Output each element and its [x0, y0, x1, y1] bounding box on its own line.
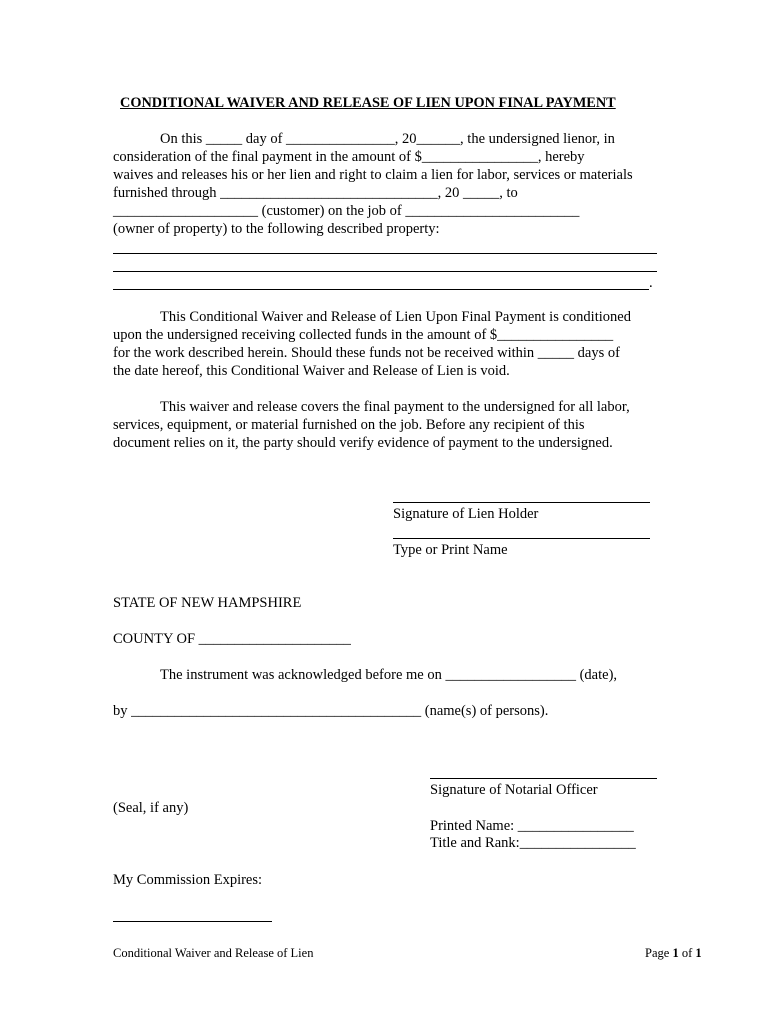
- page-separator: of: [678, 946, 696, 960]
- printed-name-field: Printed Name: ________________: [430, 818, 634, 834]
- paragraph1-line: On this _____ day of _______________, 20______, the undersigned lienor, in: [160, 131, 615, 147]
- document-title: CONDITIONAL WAIVER AND RELEASE OF LIEN UPON FINAL PAYMENT: [120, 95, 616, 111]
- paragraph3-line: document relies on it, the party should verify evidence of payment to the undersigned.: [113, 435, 613, 451]
- county-label: COUNTY OF _____________________: [113, 631, 351, 647]
- paragraph1-line: furnished through ______________________________, 20 _____, to: [113, 185, 518, 201]
- paragraph3-line: This waiver and release covers the final payment to the undersigned for all labor,: [160, 399, 630, 415]
- lien-holder-signature-line[interactable]: [393, 502, 650, 503]
- paragraph2-line: for the work described herein. Should these funds not be received within _____ days of: [113, 345, 620, 361]
- paragraph1-line: (owner of property) to the following described property:: [113, 221, 440, 237]
- property-description-line[interactable]: [113, 271, 657, 272]
- paragraph1-line: ____________________ (customer) on the job of ________________________: [113, 203, 580, 219]
- page-current: 1: [672, 946, 679, 960]
- seal-label: (Seal, if any): [113, 800, 189, 816]
- page-prefix: Page: [645, 946, 673, 960]
- page-total: 1: [695, 946, 702, 960]
- footer-document-name: Conditional Waiver and Release of Lien: [113, 946, 314, 960]
- paragraph2-line: upon the undersigned receiving collected funds in the amount of $________________: [113, 327, 614, 343]
- paragraph2-line: the date hereof, this Conditional Waiver and Release of Lien is void.: [113, 363, 510, 379]
- paragraph1-line: consideration of the final payment in the amount of $________________, hereby: [113, 149, 585, 165]
- notarial-officer-signature-line[interactable]: [430, 778, 657, 779]
- state-label: STATE OF NEW HAMPSHIRE: [113, 595, 302, 611]
- property-description-line[interactable]: [113, 289, 649, 290]
- print-name-line[interactable]: [393, 538, 650, 539]
- notarial-officer-label: Signature of Notarial Officer: [430, 782, 598, 798]
- title-and-rank-field: Title and Rank:________________: [430, 835, 636, 851]
- paragraph1-line: waives and releases his or her lien and right to claim a lien for labor, services or materials: [113, 167, 633, 183]
- commission-expires-line[interactable]: [113, 921, 272, 922]
- property-end-mark: .: [649, 275, 653, 291]
- lien-holder-signature-label: Signature of Lien Holder: [393, 506, 539, 522]
- commission-expires-label: My Commission Expires:: [113, 872, 263, 888]
- paragraph2-line: This Conditional Waiver and Release of Lien Upon Final Payment is conditioned: [160, 309, 631, 325]
- print-name-label: Type or Print Name: [393, 542, 508, 558]
- acknowledged-by-line: by ________________________________________ (name(s) of persons).: [113, 703, 549, 719]
- footer-page-number: [645, 944, 702, 962]
- acknowledgment-line: The instrument was acknowledged before me on __________________ (date),: [160, 667, 618, 683]
- paragraph3-line: services, equipment, or material furnished on the job. Before any recipient of this: [113, 417, 585, 433]
- property-description-line[interactable]: [113, 253, 657, 254]
